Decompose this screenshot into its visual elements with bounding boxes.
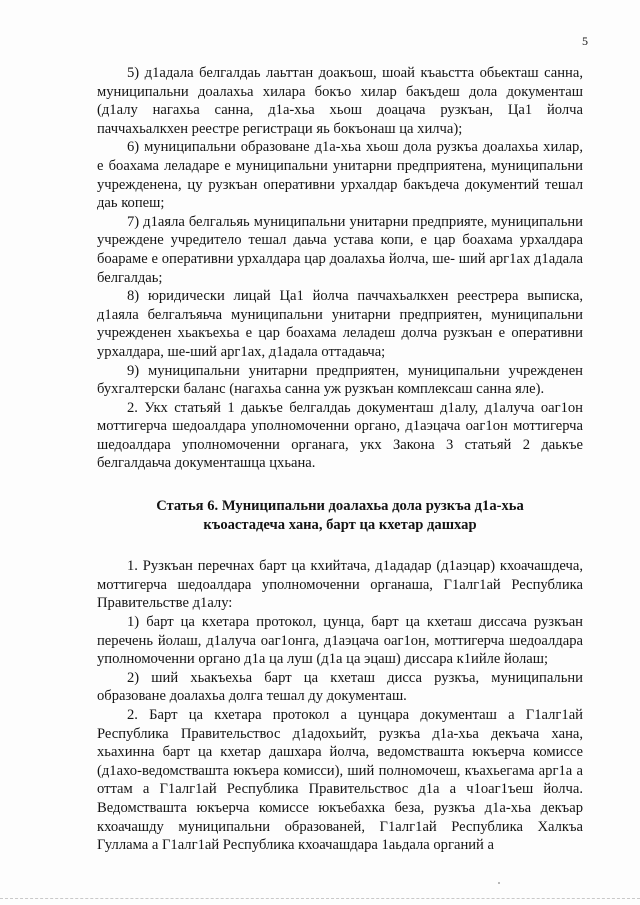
page-number: 5: [582, 34, 588, 48]
paragraph: 2) ший хьакъехьа барт ца кхеташ дисса рузкъа, муниципальни образоване доалахьа долга тешал ду документаш.: [97, 669, 583, 705]
scan-edge-line: [0, 898, 640, 900]
paragraph: 5) д1адала белгалдаь лаьттан доакъош, шоай къаьстта обьекташ санна, муниципальни доалахьа хилара бокъо хилар бакъдеш дола документаш (д1алу нагахьа санна, д1а-хьа хьош доацача рузкъан, Ца1 йолча паччахьалкхен реестре регистраци яь бокъонаш ца хилча);: [97, 65, 583, 137]
scan-artifact: [498, 882, 500, 884]
document-body: [97, 64, 583, 855]
paragraph: 9) муниципальни унитарни предприятен, муниципальни учрежденен бухгалтерски баланс (нагахьа санна уж рузкъан комплексаш санна яле).: [97, 362, 583, 398]
article-heading-line: Статья 6. Муниципальни доалахьа дола рузкъа д1а-хьа: [156, 498, 524, 515]
paragraph: 2. Укх статьяй 1 даькъе белгалдаь документаш д1алу, д1алуча оаг1он моттигерча шедоалдара уполномоченни органо, д1аэцача оаг1он моттигерча шедоалдара уполномоченни органага, укх Закона 3 статьяй 2 даькъе белгалдаьча документашца цхьана.: [97, 399, 583, 472]
article-heading-line: къоастадеча хана, барт ца кхетар дашхар: [203, 516, 477, 533]
paragraph: 1. Рузкъан перечнах барт ца кхийтача, д1ададар (д1аэцар) кхоачашдеча, моттигерча шедоалдара уполномоченни органаша, Г1алг1ай Республика Правительстве д1алу:: [97, 558, 583, 612]
paragraph: 1) барт ца кхетара протокол, цунца, барт ца кхеташ диссача рузкъан перечень йолаш, д1алуча оаг1онга, д1аэцача оаг1он, моттигерча шедоалдара уполномоченни органо д1а ца луш (д1а ца эцаш) диссара к1ийле йолаш;: [97, 614, 583, 668]
article-heading: [97, 497, 583, 534]
paragraph: 6) муниципальни образоване д1а-хьа хьош дола рузкъа доалахьа хилар, е боахама леладаре е муниципальни унитарни предприятена, муниципальни учрежденена, цу рузкъан оперативни урхалдар бакъдеча документий тешал даь копеш;: [97, 139, 583, 212]
paragraph: 8) юридически лицай Ца1 йолча паччахьалкхен реестрера выписка, д1аяла белгалъяьча муниципальни унитарни предприятен, муниципальни учрежденен хьакъехьа е цар боахама леладеш долча рузкъан е оперативни урхалдара, ше-ший арг1ах, д1адала оттадаьча;: [97, 288, 583, 360]
paragraph: 7) д1аяла белгальяь муниципальни унитарни предприяте, муниципальни учреждене учредитело тешал даьча устава копи, е цар боахама урхалдара боараме е оперативни урхалдара цар доалахьа йолча, ше- ший арг1ах д1адала белгалдаь;: [97, 213, 583, 286]
paragraph: 2. Барт ца кхетара протокол а цунцара документаш а Г1алг1ай Республика Правительствос д1адохьийт, рузкъа д1а-хьа декъача хана, хьахинна барт ца кхетар дашхара йолча, ведомствашта юкъерча комиссе (д1ахо-ведомствашта юкъера комисси), ший полномочеш, къахьегама арг1а а оттам а Г1алг1ай Республика Правительствос д1а а ч1оаг1ъеш йолча. Ведомствашта юкъерча комиссе юкъебахка беза, рузкъа д1а-хьа декъар кхоачашду муниципальни образованей, Г1алг1ай Республика Халкъа Гуллама а Г1алг1ай Республика кхоачашдара 1аьдала органий а: [97, 707, 583, 854]
